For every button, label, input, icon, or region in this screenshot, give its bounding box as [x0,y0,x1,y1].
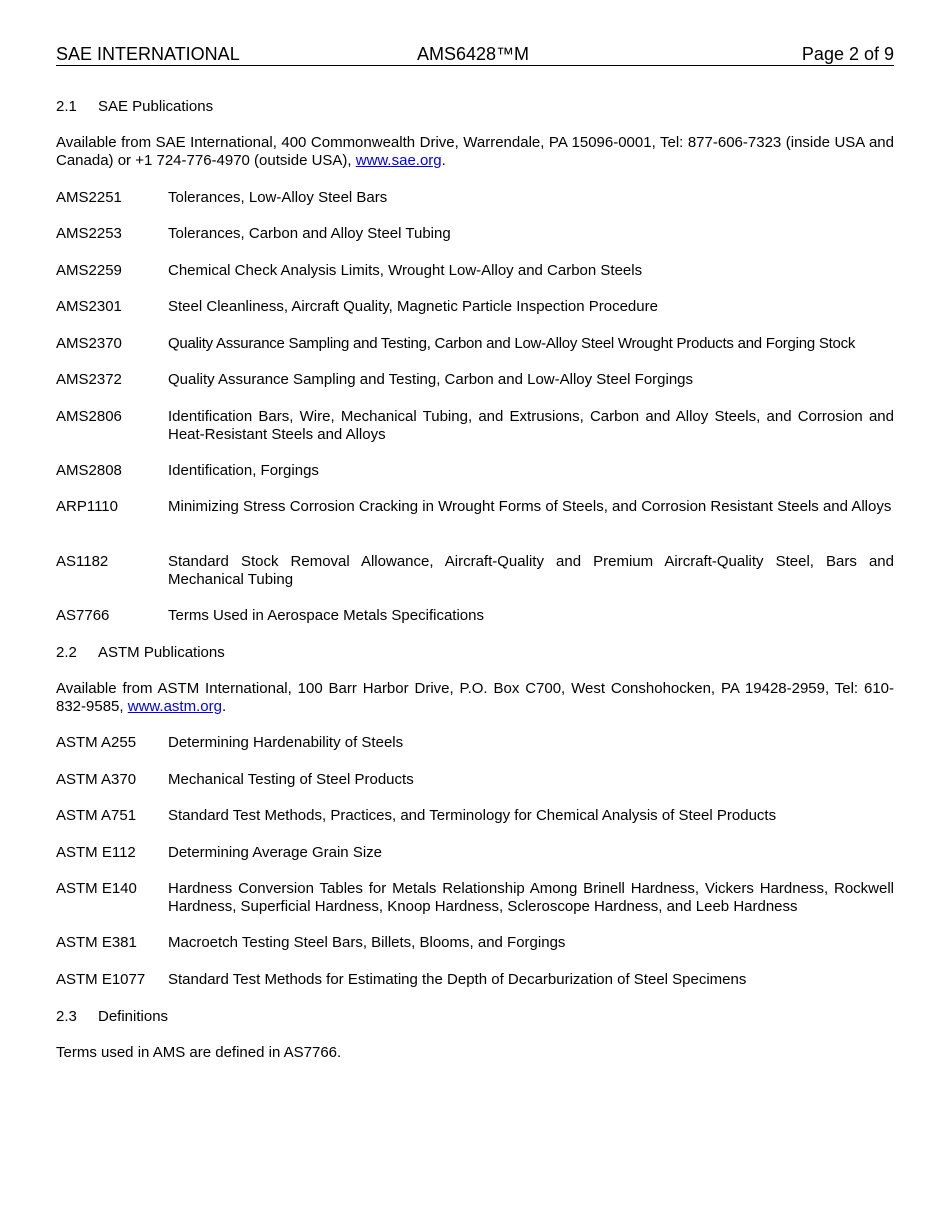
sae-intro-paragraph [56,134,894,170]
reference-item [56,971,894,989]
reference-item [56,844,894,862]
sae-intro-text: Available from SAE International, 400 Commonwealth Drive, Warrendale, PA 15096-0001, Tel: 877-606-7323 (inside USA and Canada) or +1 724-776-4970 (outside USA), [56,134,894,169]
astm-intro-end: . [221,698,227,715]
reference-title: Determining Average Grain Size [168,844,382,861]
page-header [56,44,894,66]
section-heading-astm [56,644,894,662]
reference-code: ASTM E140 [56,880,137,897]
reference-item [56,462,894,480]
reference-code: ASTM E1077 [56,971,146,988]
astm-website-link[interactable]: www.astm.org [127,698,222,715]
reference-item [56,880,894,916]
reference-code: AMS2251 [56,189,122,206]
header-org: SAE INTERNATIONAL [56,44,240,64]
reference-code: ASTM E112 [56,844,136,861]
reference-item [56,734,894,752]
section-title: ASTM Publications [98,644,225,661]
reference-item [56,335,894,353]
reference-title: Chemical Check Analysis Limits, Wrought Low-Alloy and Carbon Steels [168,262,643,279]
reference-code: ASTM A370 [56,771,137,788]
astm-intro-paragraph [56,680,894,716]
reference-title: Quality Assurance Sampling and Testing, Carbon and Low-Alloy Steel Forgings [168,371,694,388]
reference-code: ASTM A751 [56,807,137,824]
reference-title: Steel Cleanliness, Aircraft Quality, Magnetic Particle Inspection Procedure [168,298,658,315]
reference-item [56,371,894,389]
reference-code: AMS2259 [56,262,122,279]
reference-item [56,189,894,207]
reference-title: Identification Bars, Wire, Mechanical Tubing, and Extrusions, Carbon and Alloy Steels, and Corrosion and Heat-Resistant Steels and Alloys [168,408,894,443]
reference-code: ASTM A255 [56,734,137,751]
reference-code: AS7766 [56,607,110,624]
reference-title: Standard Stock Removal Allowance, Aircraft-Quality and Premium Aircraft-Quality Steel, Bars and Mechanical Tubing [168,553,894,588]
definitions-paragraph: Terms used in AMS are defined in AS7766. [56,1044,342,1061]
section-title: SAE Publications [98,98,214,115]
reference-item [56,771,894,789]
sae-intro-end: . [441,152,446,169]
section-heading-sae [56,98,894,116]
section-title: Definitions [98,1008,169,1025]
reference-code: ARP1110 [56,498,118,515]
reference-title: Tolerances, Carbon and Alloy Steel Tubing [168,225,451,242]
reference-item [56,298,894,316]
reference-code: ASTM E381 [56,934,137,951]
reference-code: AMS2806 [56,408,122,425]
reference-item [56,553,894,589]
header-doc-id: AMS6428™M [417,44,530,64]
reference-title: Determining Hardenability of Steels [168,734,404,751]
section-number: 2.1 [56,98,77,115]
reference-code: AS1182 [56,553,109,570]
reference-title: Terms Used in Aerospace Metals Specifications [168,607,484,624]
reference-title: Mechanical Testing of Steel Products [168,771,414,788]
reference-code: AMS2808 [56,462,122,479]
reference-item [56,408,894,444]
astm-intro-text: Available from ASTM International, 100 Barr Harbor Drive, P.O. Box C700, West Conshohocken, PA 19428-2959, Tel: 610-832-9585, [56,680,894,715]
reference-title: Quality Assurance Sampling and Testing, Carbon and Low-Alloy Steel Wrought Products and Forging Stock [168,335,856,352]
reference-title: Hardness Conversion Tables for Metals Relationship Among Brinell Hardness, Vickers Hardness, Rockwell Hardness, Superficial Hardness, Knoop Hardness, Scleroscope Hardness, and Leeb Hardness [168,880,894,915]
sae-website-link[interactable]: www.sae.org [355,152,442,169]
section-number: 2.3 [56,1008,77,1025]
reference-item [56,807,894,825]
reference-title: Standard Test Methods for Estimating the Depth of Decarburization of Steel Specimens [168,971,747,988]
reference-title: Tolerances, Low-Alloy Steel Bars [168,189,388,206]
header-page-number: Page 2 of 9 [801,44,894,64]
reference-code: AMS2253 [56,225,122,242]
reference-code: AMS2301 [56,298,122,315]
section-number: 2.2 [56,644,77,661]
section-heading-definitions [56,1008,894,1026]
reference-title: Minimizing Stress Corrosion Cracking in Wrought Forms of Steels, and Corrosion Resistant Steels and Alloys [168,498,892,515]
reference-title: Identification, Forgings [168,462,319,479]
reference-item [56,934,894,952]
reference-title: Macroetch Testing Steel Bars, Billets, Blooms, and Forgings [168,934,566,951]
reference-item [56,607,894,625]
reference-item [56,262,894,280]
reference-code: AMS2372 [56,371,122,388]
reference-code: AMS2370 [56,335,122,352]
reference-title: Standard Test Methods, Practices, and Terminology for Chemical Analysis of Steel Products [168,807,777,824]
reference-item [56,498,894,516]
reference-item [56,225,894,243]
